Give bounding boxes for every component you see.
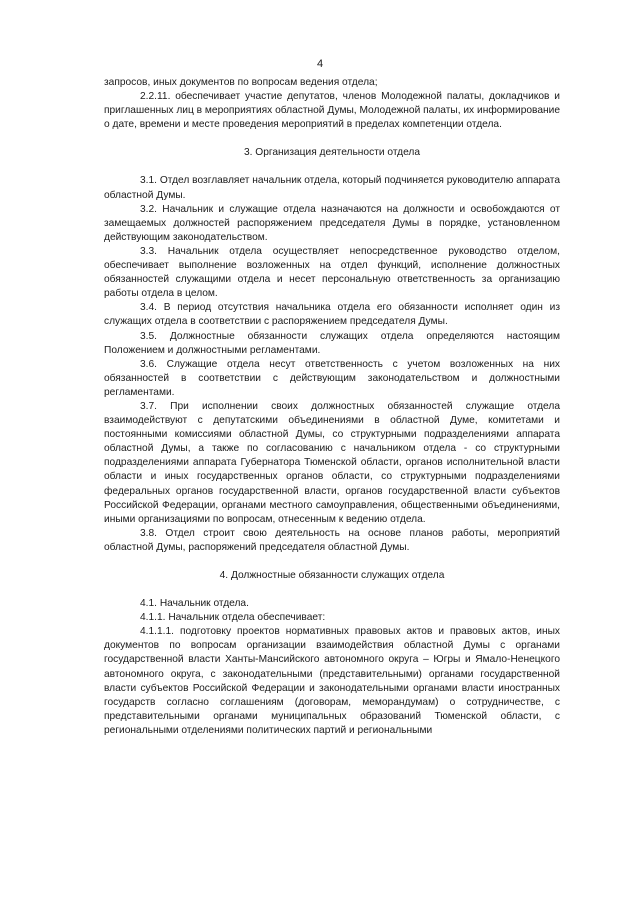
section-heading: 4. Должностные обязанности служащих отдела [219, 570, 445, 581]
paragraph: 2.2.11. обеспечивает участие депутатов, членов Молодежной палаты, докладчиков и приглашенных лиц в мероприятиях областной Думы, Молодежной палаты, их информирование о дате, времени и месте проведения мероприятий в пределах компетенции отдела. [104, 91, 560, 131]
paragraph: 3.1. Отдел возглавляет начальник отдела, который подчиняется руководителю аппарата областной Думы. [104, 175, 560, 201]
paragraph-spacer [104, 583, 560, 597]
paragraph-spacer [104, 555, 560, 569]
paragraph: 3.6. Служащие отдела несут ответственность с учетом возложенных на них обязанностей в соответствии с действующим законодательством и должностными регламентами. [104, 358, 560, 398]
section-heading: 3. Организация деятельности отдела [243, 147, 421, 159]
paragraph: 3.4. В период отсутствия начальника отдела его обязанности исполняет один из служащих отдела в соответствии с распоряжением председателя Думы. [104, 302, 560, 328]
paragraph: 4.1.1.1. подготовку проектов нормативных правовых актов и правовых актов, иных документов по вопросам организации взаимодействия областной Думы с органами государственной власти Ханты-Мансийского автономного округа – Югры и Ямало-Ненецкого автономного округа, с законодательными (представительными) органами государственной власти субъектов Российской Федерации и законодательными органами власти иностранных государств согласно соглашениям (договорам, меморандумам) о сотрудничестве, с представительными органами муниципальных образований Тюменской области, с региональными отделениями политических партий и региональными [104, 626, 560, 736]
paragraph: 3.3. Начальник отдела осуществляет непосредственное руководство отделом, обеспечивает выполнение возложенных на отдел функций, исполнение должностных обязанностей служащими отдела и несет персональную ответственность за организацию работы отдела в целом. [104, 245, 560, 300]
paragraph: 3.7. При исполнении своих должностных обязанностей служащие отдела взаимодействуют с депутатскими объединениями в областной Думе, комитетами и постоянными комиссиями областной Думы, со структурными подразделениями аппарата областной Думы, а также по согласованию с начальником отдела - со структурными подразделениями аппарата Губернатора Тюменской области, органов исполнительной власти области и иных государственных органов области, со структурными подразделениями федеральных органов государственной власти, органов государственной власти субъектов Российской Федерации, органами местного самоуправления, общественными объединениями, иными организациями по вопросам, отнесенным к ведению отдела. [104, 400, 560, 525]
paragraph: 3.5. Должностные обязанности служащих отдела определяются настоящим Положением и должностными регламентами. [104, 330, 560, 356]
paragraph: 4.1. Начальник отдела. [140, 598, 249, 610]
page-number: 4 [316, 58, 324, 70]
paragraph: запросов, иных документов по вопросам ведения отдела; [104, 77, 378, 88]
paragraph: 4.1.1. Начальник отдела обеспечивает: [140, 612, 326, 624]
paragraph-spacer [104, 132, 560, 146]
paragraph: 3.2. Начальник и служащие отдела назначаются на должности и освобождаются от замещаемых должностей распоряжением председателя Думы в порядке, установленном действующим законодательством. [104, 203, 560, 243]
paragraph: 3.8. Отдел строит свою деятельность на основе планов работы, мероприятий областной Думы, распоряжений председателя областной Думы. [104, 527, 560, 553]
paragraph-spacer [104, 160, 560, 174]
document-body [104, 76, 560, 738]
